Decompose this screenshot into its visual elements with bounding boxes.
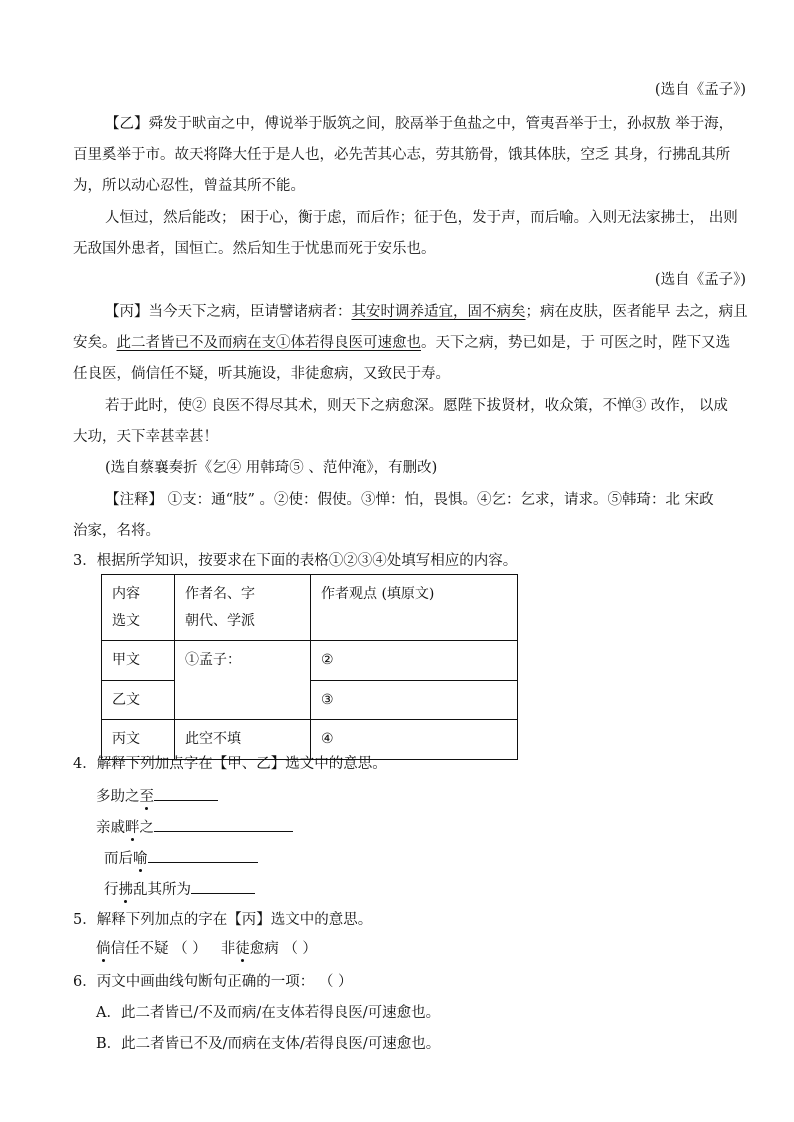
row-label-yi: 乙文 [102,680,175,720]
header-cell: 作者名、字 朝代、学派 [175,575,311,641]
question-4-item: 而后喻 [104,849,258,868]
option-b[interactable]: B．此二者皆已不及/而病在支体/若得良医/可速愈也。 [96,1036,441,1052]
view-answer-cell[interactable]: ③ [311,680,518,720]
dotted-char: 至 [139,789,154,805]
row-label-jia: 甲文 [102,641,175,681]
passage-bing-line: 安矣。此二者皆已不及而病在支①体若得良医可速愈也。天下之病，势已如是，于 可医之时，陛下又选 [73,335,731,351]
question-5-prompt: 5．解释下列加点的字在【丙】选文中的意思。 [73,912,373,928]
view-answer-cell[interactable]: ④ [311,720,518,760]
header-cell: 作者观点 (填原文) [311,575,518,641]
dotted-char: 喻 [133,851,148,867]
option-a[interactable]: A．此二者皆已/不及而病/在支体若得良医/可速愈也。 [96,1005,441,1021]
annotation-line: 【注释】 ①支：通“肢” 。②使：假使。③惮：怕，畏惧。④乞：乞求，请求。⑤韩琦：北 宋政 [105,492,714,508]
answer-blank[interactable] [154,787,218,801]
header-cell: 内容 选文 [102,575,175,641]
dotted-char: 畔 [125,820,140,836]
question-6-prompt: 6．丙文中画曲线句断句正确的一项： （ ） [73,974,353,990]
source-citation: (选自《孟子》) [654,82,746,98]
answer-blank[interactable] [148,849,258,863]
dotted-char: 倘 [96,941,111,957]
question-4-item: 亲戚畔之 [96,818,293,837]
question-5-items: 倘信任不疑 （ ） 非徒愈病 （ ） [96,941,317,957]
passage-yi-line: 为，所以动心忍性，曾益其所不能。 [73,178,305,194]
passage-bing-line: 若于此时，使② 良医不得尽其术，则天下之病愈深。愿陛下拔贤材，收众策，不惮③ 改作， 以成 [105,398,728,414]
row-label-bing: 丙文 [102,720,175,760]
no-fill-cell: 此空不填 [175,720,311,760]
view-answer-cell[interactable]: ② [311,641,518,681]
passage-bing-line: 【丙】当今天下之病，臣请譬诸病者：其安时调养适宜，固不病矣；病在皮肤，医者能早 去之，病且 [105,304,748,320]
dotted-char: 徒 [235,941,250,957]
passage-yi-line: 人恒过，然后能改； 困于心，衡于虑，而后作；征于色，发于声，而后喻。入则无法家拂士， 出则 [105,210,738,226]
question-4-item: 行拂乱其所为 [104,880,255,899]
answer-table [101,574,518,760]
author-answer-cell[interactable]: ①孟子： [175,641,311,720]
source-citation: (选自《孟子》) [654,272,746,288]
passage-yi-line: 百里奚举于市。故天将降大任于是人也，必先苦其心志，劳其筋骨，饿其体肤，空乏 其身，行拂乱其所 [73,147,731,163]
passage-bing-source: (选自蔡襄奏折《乞④ 用韩琦⑤ 、范仲淹》，有删改) [105,460,438,476]
passage-bing-line: 任良医，倘信任不疑，听其施设，非徒愈病，又致民于寿。 [73,366,450,382]
passage-bing-line: 大功，天下幸甚幸甚！ [73,429,218,445]
underlined-sentence: 其安时调养适宜，固不病矣 [351,304,526,320]
dotted-char: 拂 [118,882,133,898]
question-3-prompt: 3．根据所学知识，按要求在下面的表格①②③④处填写相应的内容。 [73,553,518,569]
question-4-item: 多助之至 [96,787,218,806]
annotation-line: 治家，名将。 [73,523,160,539]
passage-yi-line: 【乙】舜发于畎亩之中，傅说举于版筑之间，胶鬲举于鱼盐之中，管夷吾举于士，孙叔敖 举于海， [105,116,734,132]
question-4-prompt: 4．解释下列加点字在【甲、乙】选文中的意思。 [73,756,387,772]
curve-underlined-sentence: 此二者皆已不及而病在支①体若得良医可速愈也 [116,335,421,351]
passage-yi-line: 无敌国外患者，国恒亡。然后知生于忧患而死于安乐也。 [73,241,436,257]
answer-blank[interactable] [191,880,255,894]
answer-blank[interactable] [154,818,293,832]
